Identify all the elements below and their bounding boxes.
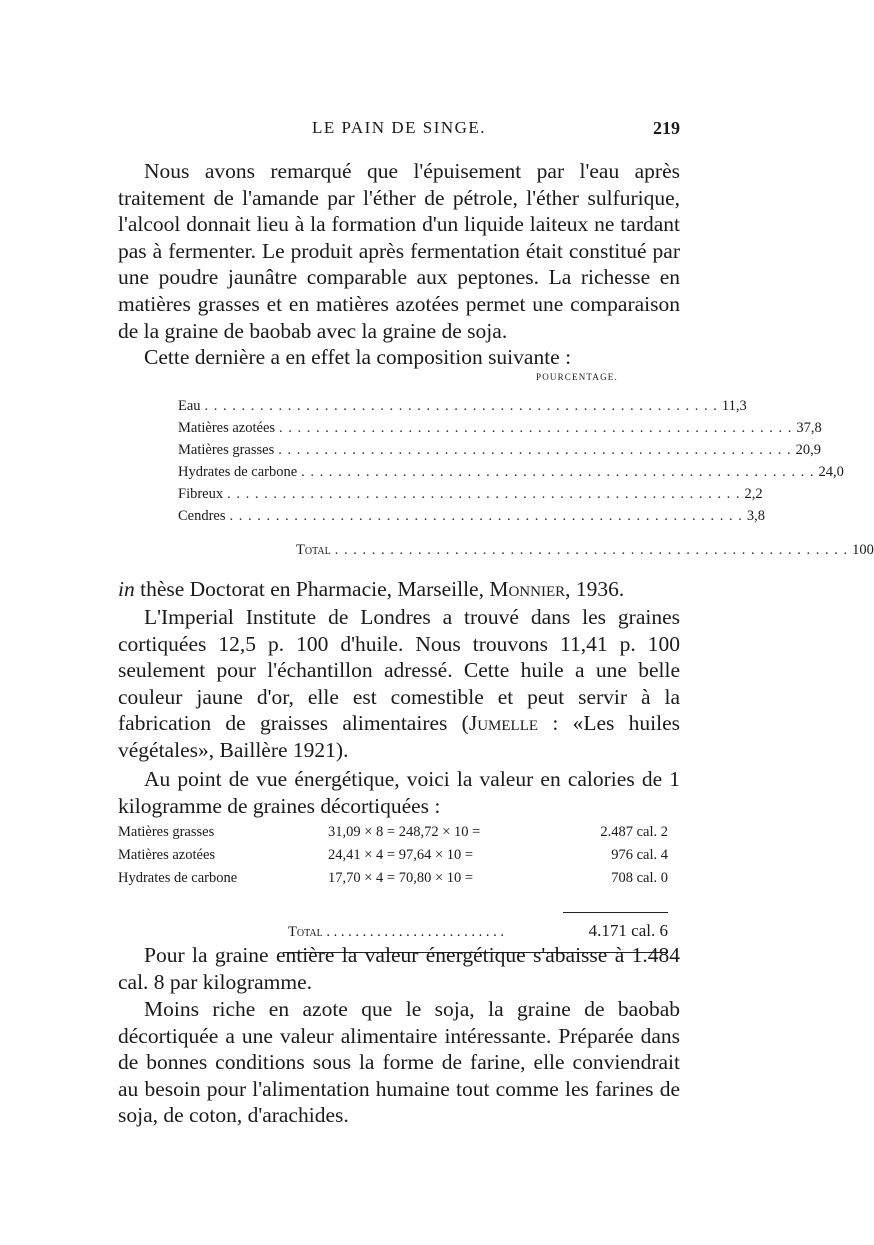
composition-table	[178, 398, 874, 564]
page-header	[118, 118, 680, 148]
composition-label: Matières grasses	[178, 442, 275, 458]
paragraph-conclusion: Moins riche en azote que le soja, la graine de baobab décortiquée a une valeur alimentaire intéressante. Préparée dans de bonnes conditions sous la forme de farine, elle conviendrait au besoin pour l'alimentation humaine tout comme les farines de soja, de coton, d'arachides.	[118, 997, 680, 1128]
composition-value: 3,8	[746, 508, 766, 524]
leader-dots: . . . . . . . . . . . . . . . . . . . . . . . . . . . . . . . . . . . . . . . . . . . . . . . . . . . . . . . .	[204, 398, 718, 414]
energy-label: Matières grasses	[118, 824, 215, 840]
leader-dots: . . . . . . . . . . . . . . . . . . . . . . . . . . . . . . . . . . . . . . . . . . . . . . . . . . . . . . . .	[279, 420, 793, 436]
leader-dots: . . . . . . . . . . . . . . . . . . . . . . . . . . . . . . . . . . . . . . . . . . . . . . . . . . . . . . . .	[278, 442, 792, 458]
energy-row	[118, 847, 668, 870]
composition-row	[178, 464, 844, 486]
composition-label: Fibreux	[178, 486, 224, 502]
composition-row	[178, 442, 821, 464]
energy-total-word: Total	[288, 924, 323, 940]
source-text: thèse Doctorat en Pharmacie, Marseille,	[140, 577, 484, 601]
source-year: , 1936.	[565, 577, 625, 601]
leader-dots: . . . . . . . . . . . . . . . . . . . . . . . . . . . . . . . . . . . . . . . . . . . . . . . . . . . . . . . .	[301, 464, 815, 480]
source-reference	[118, 576, 680, 603]
composition-row	[178, 398, 747, 420]
sum-rule	[563, 912, 668, 913]
paragraph-composition-intro: Cette dernière a en effet la composition suivante :	[144, 345, 572, 369]
energy-calculation: 24,41 × 4 = 97,64 × 10 =	[328, 847, 474, 863]
energy-total-row	[118, 921, 668, 941]
energy-calculation: 31,09 × 8 = 248,72 × 10 =	[328, 824, 481, 840]
composition-label: Eau	[178, 398, 201, 414]
composition-label: Cendres	[178, 508, 226, 524]
composition-label: Matières azotées	[178, 420, 276, 436]
oil-text: L'Imperial Institute de Londres a trouvé dans les graines cortiquées 12,5 p. 100 d'huile. Nous trouvons 11,41 p. 100 seulement pour l'échantillon adressé. Cette huile a une belle couleur jaune d'or, elle est comestible et peut servir à la fabrication de graisses alimentaires (	[118, 605, 680, 736]
composition-value: 2,2	[744, 486, 763, 502]
paragraph-whole-seed: Pour la graine entière la valeur énergétique s'abaisse à 1.484 cal. 8 par kilogramme.	[118, 943, 680, 994]
energy-result: 976 cal. 4	[611, 847, 668, 863]
leader-dots: . . . . . . . . . . . . . . . . . . . . . . . . . . . . . . . . . . . . . . . . . . . . . . . . . . . . . . . .	[229, 508, 743, 524]
energy-result: 2.487 cal. 2	[600, 824, 668, 840]
source-in: in	[118, 577, 135, 601]
paragraph-extraction: Nous avons remarqué que l'épuisement par l'eau après traitement de l'amande par l'éther de pétrole, l'éther sulfurique, l'alcool donnait lieu à la formation d'un liquide laiteux ne tardant pas à fermenter. Le produit après fermentation était constitué par une poudre jaunâtre comparable aux peptones. La richesse en matières grasses et en matières azotées permet une comparaison de la graine de baobab avec la graine de soja.	[118, 159, 680, 343]
energy-label: Hydrates de carbone	[118, 870, 238, 886]
running-title: LE PAIN DE SINGE.	[311, 118, 487, 137]
energy-total-label: Total . . . . . . . . . . . . . . . . . . . . . . . . .	[288, 924, 504, 940]
oil-author: Jumelle	[468, 711, 539, 736]
energy-label: Matières azotées	[118, 847, 216, 863]
leader-dots: . . . . . . . . . . . . . . . . . . . . . . . . . . . . . . . . . . . . . . . . . . . . . . . . . . . . . . . .	[334, 542, 849, 558]
composition-row	[178, 486, 763, 508]
composition-total-label: Total	[296, 542, 331, 558]
composition-row	[178, 420, 822, 442]
energy-total-value: 4.171 cal. 6	[588, 921, 668, 940]
composition-value: 20,9	[795, 442, 821, 458]
energy-row	[118, 870, 668, 893]
energy-calculation: 17,70 × 4 = 70,80 × 10 =	[328, 870, 474, 886]
energy-row	[118, 824, 668, 847]
paragraph-energy-intro: Au point de vue énergétique, voici la valeur en calories de 1 kilogramme de graines décortiquées :	[118, 767, 680, 818]
page-number: 219	[653, 118, 680, 138]
composition-value: 11,3	[721, 398, 747, 414]
composition-value: 37,8	[796, 420, 822, 436]
composition-label: Hydrates de carbone	[178, 464, 298, 480]
composition-value: 24,0	[818, 464, 844, 480]
composition-total-row	[178, 542, 874, 564]
leader-dots: . . . . . . . . . . . . . . . . . . . . . . . . . . . . . . . . . . . . . . . . . . . . . . . . . . . . . . . .	[227, 486, 741, 502]
energy-result: 708 cal. 0	[611, 870, 668, 886]
composition-row	[178, 508, 766, 530]
composition-total-value: 100	[852, 542, 874, 558]
percentage-caption: POURCENTAGE.	[536, 372, 618, 382]
source-author: Monnier	[489, 577, 566, 601]
oil-text-end: : «Les huiles végétales», Baillère 1921).	[118, 711, 680, 762]
energy-table	[118, 824, 668, 940]
paragraph-oil	[118, 604, 680, 764]
